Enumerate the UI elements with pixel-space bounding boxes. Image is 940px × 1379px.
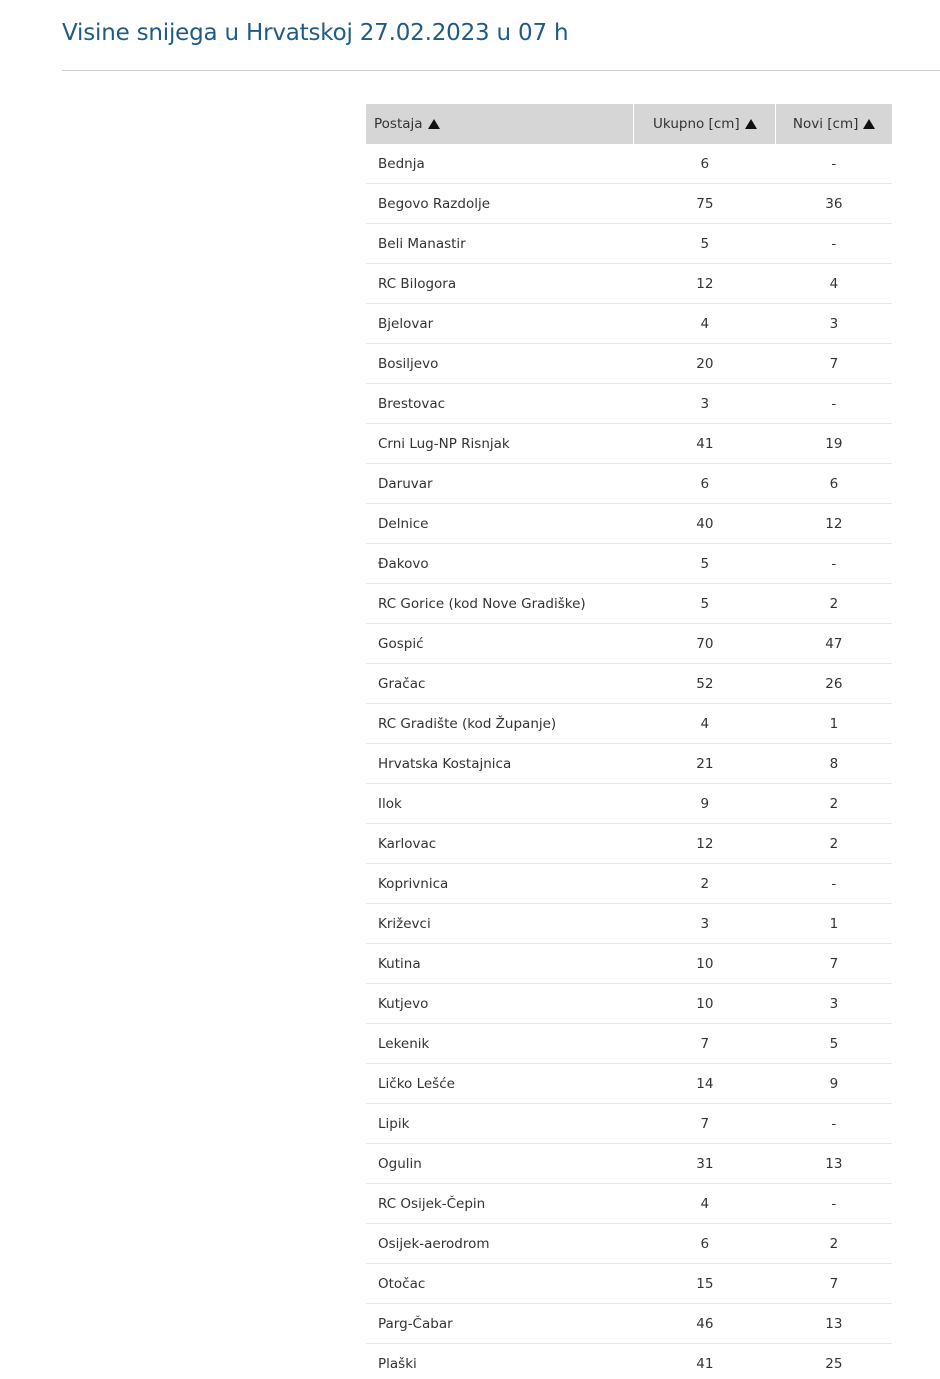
cell-total-cm: 3 <box>634 384 776 424</box>
cell-total-cm: 7 <box>634 1024 776 1064</box>
cell-total-cm: 5 <box>634 584 776 624</box>
cell-new-cm: 6 <box>776 464 892 504</box>
table-row <box>366 944 892 984</box>
table-body <box>366 144 892 1379</box>
cell-total-cm: 14 <box>634 1064 776 1104</box>
cell-station: Plaški <box>366 1344 634 1379</box>
cell-station: Ličko Lešće <box>366 1064 634 1104</box>
cell-station: Crni Lug-NP Risnjak <box>366 424 634 464</box>
sort-ascending-icon <box>745 119 757 129</box>
table-row <box>366 1024 892 1064</box>
cell-total-cm: 21 <box>634 744 776 784</box>
cell-station: Bosiljevo <box>366 344 634 384</box>
cell-new-cm: 3 <box>776 304 892 344</box>
table-row <box>366 1184 892 1224</box>
cell-station: Delnice <box>366 504 634 544</box>
title-divider <box>62 70 940 71</box>
cell-new-cm: 3 <box>776 984 892 1024</box>
cell-new-cm: 2 <box>776 784 892 824</box>
cell-new-cm: 13 <box>776 1144 892 1184</box>
table-row <box>366 864 892 904</box>
cell-new-cm: 13 <box>776 1304 892 1344</box>
cell-total-cm: 3 <box>634 904 776 944</box>
cell-new-cm: 7 <box>776 344 892 384</box>
cell-station: Gospić <box>366 624 634 664</box>
table-row <box>366 1224 892 1264</box>
column-header-total-label: Ukupno [cm] <box>653 116 740 132</box>
cell-station: Bednja <box>366 144 634 184</box>
cell-new-cm: 7 <box>776 944 892 984</box>
cell-total-cm: 10 <box>634 944 776 984</box>
cell-new-cm: - <box>776 144 892 184</box>
cell-new-cm: 1 <box>776 904 892 944</box>
cell-station: Lipik <box>366 1104 634 1144</box>
cell-station: Ilok <box>366 784 634 824</box>
table-row <box>366 1344 892 1379</box>
cell-station: RC Bilogora <box>366 264 634 304</box>
table-row <box>366 824 892 864</box>
cell-total-cm: 15 <box>634 1264 776 1304</box>
cell-total-cm: 6 <box>634 144 776 184</box>
table-row <box>366 1264 892 1304</box>
cell-total-cm: 9 <box>634 784 776 824</box>
cell-new-cm: 1 <box>776 704 892 744</box>
page-title: Visine snijega u Hrvatskoj 27.02.2023 u 07 h <box>62 20 569 46</box>
cell-total-cm: 12 <box>634 264 776 304</box>
cell-total-cm: 5 <box>634 224 776 264</box>
cell-new-cm: 19 <box>776 424 892 464</box>
table-row <box>366 304 892 344</box>
cell-station: Begovo Razdolje <box>366 184 634 224</box>
cell-station: Karlovac <box>366 824 634 864</box>
table-row <box>366 544 892 584</box>
table-row <box>366 904 892 944</box>
cell-total-cm: 20 <box>634 344 776 384</box>
cell-new-cm: 8 <box>776 744 892 784</box>
cell-new-cm: - <box>776 1184 892 1224</box>
table-row <box>366 144 892 184</box>
cell-station: RC Gorice (kod Nove Gradiške) <box>366 584 634 624</box>
cell-total-cm: 40 <box>634 504 776 544</box>
cell-total-cm: 75 <box>634 184 776 224</box>
cell-total-cm: 10 <box>634 984 776 1024</box>
cell-total-cm: 41 <box>634 424 776 464</box>
cell-new-cm: 2 <box>776 824 892 864</box>
cell-total-cm: 12 <box>634 824 776 864</box>
cell-station: Đakovo <box>366 544 634 584</box>
cell-new-cm: 12 <box>776 504 892 544</box>
cell-new-cm: 2 <box>776 584 892 624</box>
cell-new-cm: 26 <box>776 664 892 704</box>
cell-station: Gračac <box>366 664 634 704</box>
cell-station: Ogulin <box>366 1144 634 1184</box>
column-header-station-label: Postaja <box>374 116 423 132</box>
cell-new-cm: 47 <box>776 624 892 664</box>
table-row <box>366 344 892 384</box>
cell-total-cm: 6 <box>634 1224 776 1264</box>
table-row <box>366 1104 892 1144</box>
cell-station: Bjelovar <box>366 304 634 344</box>
cell-new-cm: 9 <box>776 1064 892 1104</box>
cell-new-cm: - <box>776 544 892 584</box>
cell-station: Hrvatska Kostajnica <box>366 744 634 784</box>
cell-total-cm: 46 <box>634 1304 776 1344</box>
cell-station: Daruvar <box>366 464 634 504</box>
table-row <box>366 664 892 704</box>
cell-new-cm: 5 <box>776 1024 892 1064</box>
table-row <box>366 424 892 464</box>
cell-new-cm: 7 <box>776 1264 892 1304</box>
table-row <box>366 1304 892 1344</box>
cell-total-cm: 70 <box>634 624 776 664</box>
table-row <box>366 224 892 264</box>
cell-station: Parg-Čabar <box>366 1304 634 1344</box>
cell-new-cm: 25 <box>776 1344 892 1379</box>
cell-station: Lekenik <box>366 1024 634 1064</box>
table-row <box>366 264 892 304</box>
table-row <box>366 1064 892 1104</box>
table-row <box>366 984 892 1024</box>
cell-new-cm: - <box>776 1104 892 1144</box>
sort-ascending-icon <box>428 119 440 129</box>
table-row <box>366 704 892 744</box>
table-row <box>366 184 892 224</box>
cell-total-cm: 4 <box>634 1184 776 1224</box>
cell-total-cm: 52 <box>634 664 776 704</box>
cell-station: Kutina <box>366 944 634 984</box>
cell-new-cm: - <box>776 224 892 264</box>
cell-station: Beli Manastir <box>366 224 634 264</box>
cell-total-cm: 2 <box>634 864 776 904</box>
cell-station: Križevci <box>366 904 634 944</box>
cell-station: RC Osijek-Čepin <box>366 1184 634 1224</box>
cell-new-cm: - <box>776 384 892 424</box>
cell-station: Brestovac <box>366 384 634 424</box>
cell-station: Osijek-aerodrom <box>366 1224 634 1264</box>
sort-ascending-icon <box>863 119 875 129</box>
table-row <box>366 384 892 424</box>
table-row <box>366 504 892 544</box>
cell-station: Kutjevo <box>366 984 634 1024</box>
cell-total-cm: 41 <box>634 1344 776 1379</box>
header-row <box>366 104 892 144</box>
cell-new-cm: 4 <box>776 264 892 304</box>
cell-total-cm: 31 <box>634 1144 776 1184</box>
table-row <box>366 744 892 784</box>
cell-station: Otočac <box>366 1264 634 1304</box>
column-header-station[interactable] <box>366 104 634 144</box>
table-row <box>366 1144 892 1184</box>
cell-station: Koprivnica <box>366 864 634 904</box>
cell-station: RC Gradište (kod Županje) <box>366 704 634 744</box>
snow-depth-table <box>366 104 892 1379</box>
table-row <box>366 584 892 624</box>
column-header-total[interactable] <box>634 104 776 144</box>
table-row <box>366 624 892 664</box>
table-row <box>366 784 892 824</box>
column-header-new-label: Novi [cm] <box>792 116 859 132</box>
cell-total-cm: 7 <box>634 1104 776 1144</box>
cell-new-cm: - <box>776 864 892 904</box>
table-row <box>366 464 892 504</box>
table-header <box>366 104 892 144</box>
cell-new-cm: 2 <box>776 1224 892 1264</box>
cell-total-cm: 6 <box>634 464 776 504</box>
cell-total-cm: 4 <box>634 304 776 344</box>
column-header-new[interactable] <box>776 104 892 144</box>
cell-total-cm: 5 <box>634 544 776 584</box>
cell-new-cm: 36 <box>776 184 892 224</box>
cell-total-cm: 4 <box>634 704 776 744</box>
